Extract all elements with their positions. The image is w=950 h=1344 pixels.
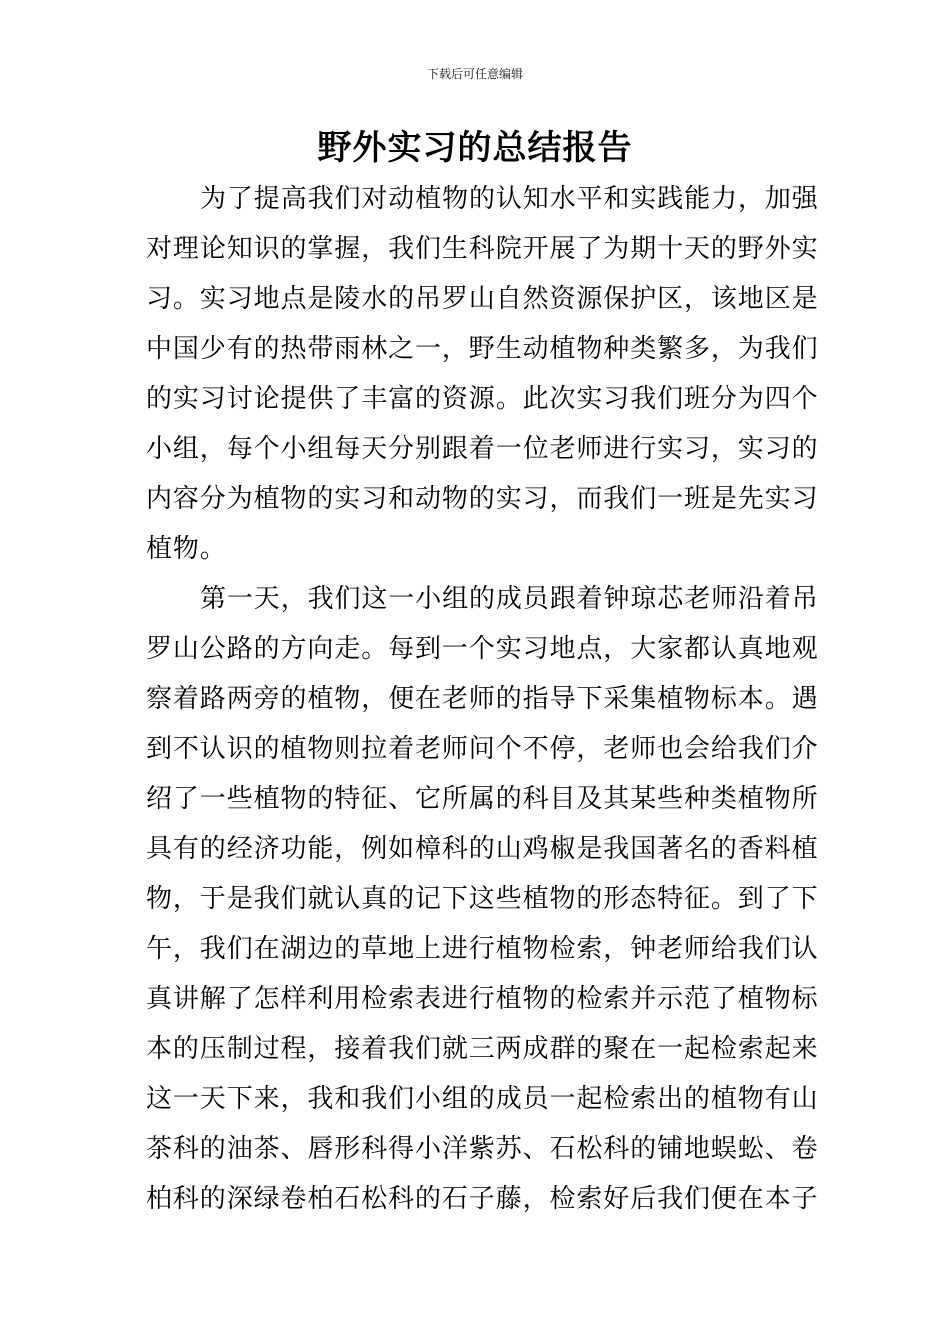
text-line: 这一天下来，我和我们小组的成员一起检索出的植物有山 <box>146 1084 819 1114</box>
text-line: 到不认识的植物则拉着老师问个不停，老师也会给我们介 <box>146 734 819 764</box>
document-title: 野外实习的总结报告 <box>317 128 633 168</box>
text-line: 小组，每个小组每天分别跟着一位老师进行实习，实习的 <box>146 434 819 464</box>
text-line: 真讲解了怎样利用检索表进行植物的检索并示范了植物标 <box>146 984 819 1014</box>
text-line: 对理论知识的掌握，我们生科院开展了为期十天的野外实 <box>146 234 819 264</box>
text-line: 茶科的油茶、唇形科得小洋紫苏、石松科的铺地蜈蚣、卷 <box>146 1134 819 1164</box>
text-line: 察着路两旁的植物，便在老师的指导下采集植物标本。遇 <box>146 684 819 714</box>
paragraph-2 <box>146 574 819 1224</box>
text-line: 午，我们在湖边的草地上进行植物检索，钟老师给我们认 <box>146 934 819 964</box>
paragraph-1 <box>146 174 819 574</box>
text-line: 罗山公路的方向走。每到一个实习地点，大家都认真地观 <box>146 634 819 664</box>
text-line: 的实习讨论提供了丰富的资源。此次实习我们班分为四个 <box>146 384 819 414</box>
text-line: 为了提高我们对动植物的认知水平和实践能力，加强 <box>200 184 819 214</box>
text-line: 习。实习地点是陵水的吊罗山自然资源保护区，该地区是 <box>146 284 819 314</box>
text-line: 物，于是我们就认真的记下这些植物的形态特征。到了下 <box>146 884 819 914</box>
text-line: 内容分为植物的实习和动物的实习，而我们一班是先实习 <box>146 484 819 514</box>
text-line: 绍了一些植物的特征、它所属的科目及其某些种类植物所 <box>146 784 819 814</box>
text-line: 中国少有的热带雨林之一，野生动植物种类繁多，为我们 <box>146 334 819 364</box>
text-line: 植物。 <box>146 534 227 564</box>
document-body <box>146 174 819 1224</box>
header-note: 下载后可任意编辑 <box>426 67 523 81</box>
text-line: 第一天，我们这一小组的成员跟着钟琼芯老师沿着吊 <box>200 584 819 614</box>
text-line: 柏科的深绿卷柏石松科的石子藤，检索好后我们便在本子 <box>146 1184 819 1214</box>
text-line: 本的压制过程，接着我们就三两成群的聚在一起检索起来 <box>146 1034 819 1064</box>
text-line: 具有的经济功能，例如樟科的山鸡椒是我国著名的香料植 <box>146 834 819 864</box>
